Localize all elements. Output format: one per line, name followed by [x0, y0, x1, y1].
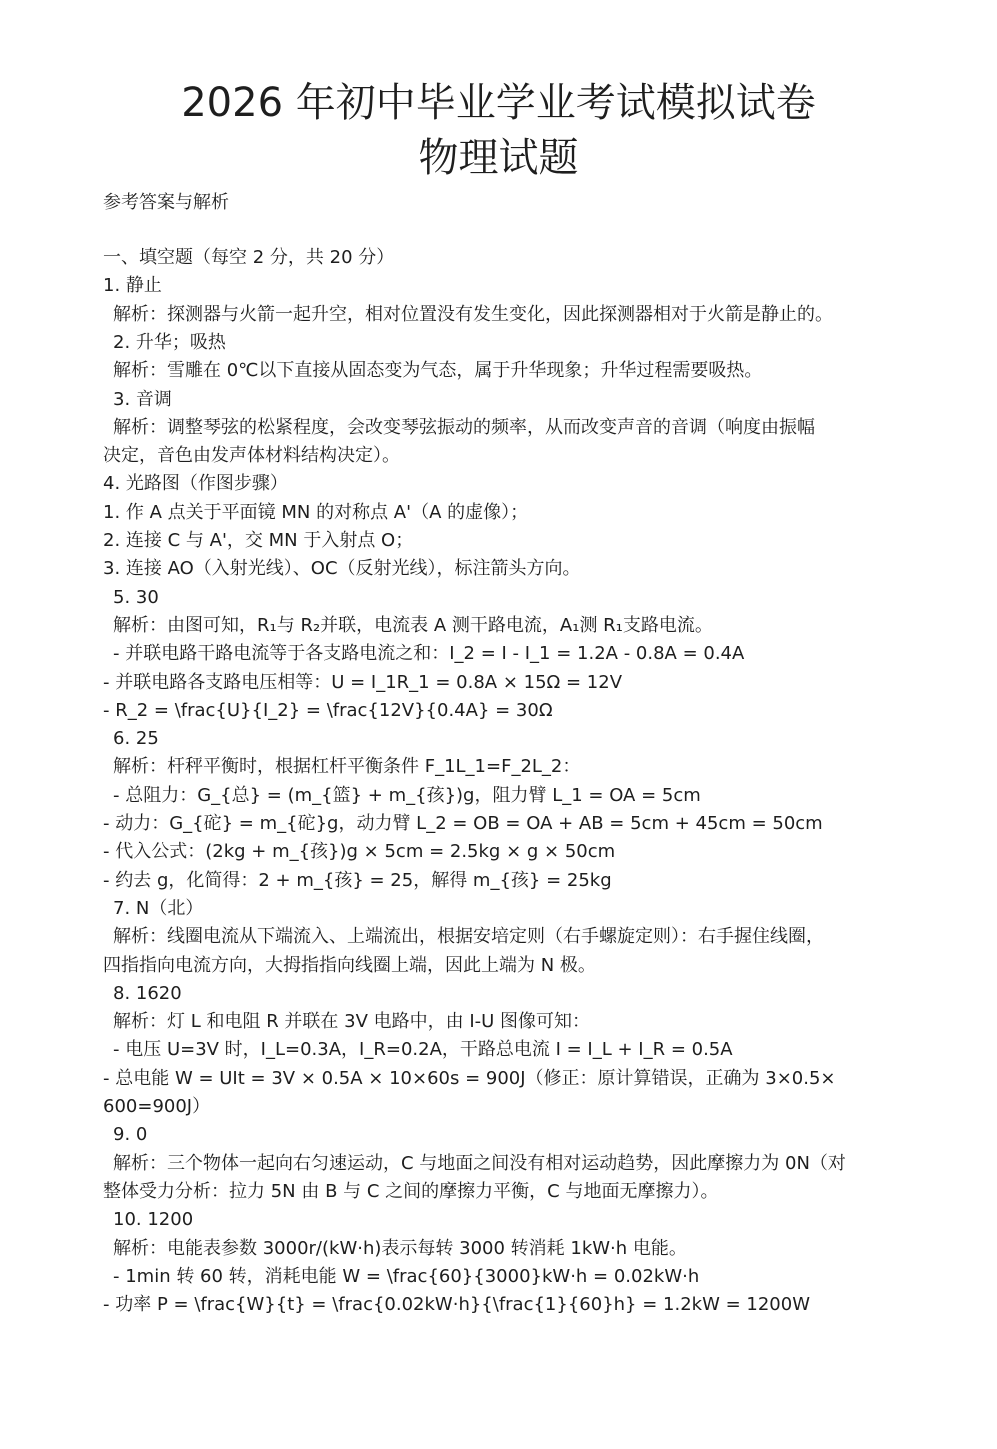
- answer-line: 4. 光路图（作图步骤）: [103, 473, 288, 495]
- answer-line: 8. 1620: [113, 982, 182, 1004]
- answer-line: 6. 25: [113, 728, 159, 750]
- formula-line: - 总阻力：G_{总} = (m_{篮} + m_{孩})g，阻力臂 L_1 = OA = 5cm: [113, 784, 701, 806]
- answer-line: 5. 30: [113, 586, 159, 608]
- explanation-line: 解析：雪雕在 0℃以下直接从固态变为气态，属于升华现象；升华过程需要吸热。: [113, 360, 763, 382]
- answer-line: 2. 升华；吸热: [113, 331, 226, 353]
- answer-line: 3. 音调: [113, 388, 172, 410]
- step-line: 2. 连接 C 与 A'，交 MN 于入射点 O；: [103, 530, 414, 551]
- explanation-line: 解析：电能表参数 3000r/(kW·h)表示每转 3000 转消耗 1kW·h 电能。: [113, 1237, 687, 1259]
- exam-title: 2026 年初中毕业学业考试模拟试卷: [181, 80, 816, 126]
- explanation-line: 解析：探测器与火箭一起升空，相对位置没有发生变化，因此探测器相对于火箭是静止的。: [113, 303, 833, 325]
- subject-title: 物理试题: [418, 135, 579, 181]
- explanation-line: 解析：由图可知，R₁与 R₂并联，电流表 A 测干路电流，A₁测 R₁支路电流。: [113, 614, 713, 636]
- formula-line: - 并联电路干路电流等于各支路电流之和：I_2 = I - I_1 = 1.2A - 0.8A = 0.4A: [113, 643, 745, 665]
- answer-line: 7. N（北）: [113, 897, 204, 919]
- answer-line: 10. 1200: [113, 1209, 194, 1231]
- formula-line: - 电压 U=3V 时，I_L=0.3A，I_R=0.2A，干路总电流 I = I_L + I_R = 0.5A: [113, 1039, 733, 1061]
- formula-line: - 并联电路各支路电压相等：U = I_1R_1 = 0.8A × 15Ω = 12V: [103, 671, 623, 693]
- explanation-line: 解析：杆秤平衡时，根据杠杆平衡条件 F_1L_1=F_2L_2：: [113, 756, 581, 778]
- explanation-line: 整体受力分析：拉力 5N 由 B 与 C 之间的摩擦力平衡，C 与地面无摩擦力）。: [103, 1180, 719, 1202]
- explanation-line: 解析：调整琴弦的松紧程度，会改变琴弦振动的频率，从而改变声音的音调（响度由振幅: [113, 416, 815, 438]
- formula-line: - 1min 转 60 转，消耗电能 W = \frac{60}{3000}kW·h = 0.02kW·h: [113, 1265, 700, 1287]
- explanation-line: 解析：线圈电流从下端流入、上端流出，根据安培定则（右手螺旋定则）：右手握住线圈，: [113, 926, 824, 948]
- step-line: 3. 连接 AO（入射光线）、OC（反射光线），标注箭头方向。: [103, 558, 581, 580]
- explanation-line: 解析：三个物体一起向右匀速运动，C 与地面之间没有相对运动趋势，因此摩擦力为 0N（对: [113, 1152, 846, 1174]
- step-line: 1. 作 A 点关于平面镜 MN 的对称点 A'（A 的虚像）；: [103, 501, 529, 523]
- formula-line: 600=900J）: [103, 1096, 211, 1117]
- formula-line: - 动力：G_{砣} = m_{砣}g，动力臂 L_2 = OB = OA + AB = 5cm + 45cm = 50cm: [103, 813, 823, 834]
- answer-key-label: 参考答案与解析: [103, 192, 229, 213]
- formula-line: - 功率 P = \frac{W}{t} = \frac{0.02kW·h}{\frac{1}{60}h} = 1.2kW = 1200W: [103, 1294, 811, 1316]
- section-heading: 一、填空题（每空 2 分，共 20 分）: [103, 247, 395, 268]
- formula-line: - 代入公式：(2kg + m_{孩})g × 5cm = 2.5kg × g × 50cm: [103, 841, 616, 863]
- formula-line: - 约去 g，化简得：2 + m_{孩} = 25，解得 m_{孩} = 25kg: [103, 869, 612, 891]
- explanation-line: 解析：灯 L 和电阻 R 并联在 3V 电路中，由 I-U 图像可知：: [113, 1011, 591, 1033]
- explanation-line: 决定，音色由发声体材料结构决定）。: [103, 445, 400, 467]
- answer-line: 9. 0: [113, 1124, 148, 1146]
- explanation-line: 四指指向电流方向，大拇指指向线圈上端，因此上端为 N 极。: [103, 954, 596, 976]
- answer-line: 1. 静止: [103, 275, 162, 297]
- formula-line: - 总电能 W = UIt = 3V × 0.5A × 10×60s = 900J（修正：原计算错误，正确为 3×0.5×: [103, 1067, 836, 1089]
- formula-line: - R_2 = \frac{U}{I_2} = \frac{12V}{0.4A} = 30Ω: [103, 699, 553, 721]
